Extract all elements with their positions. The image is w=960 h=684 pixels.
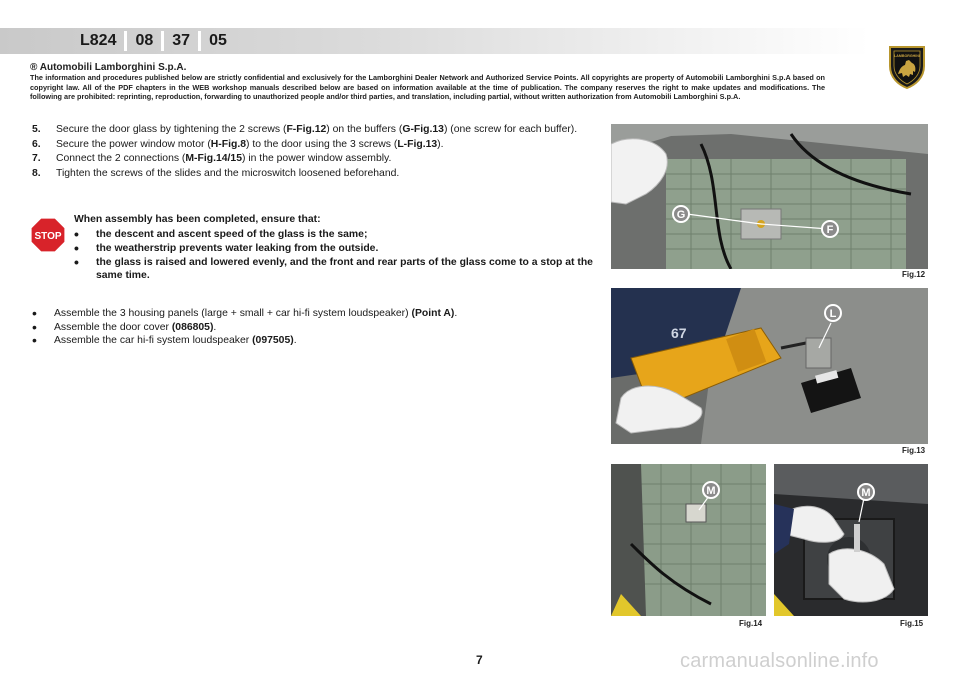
step-text: Secure the power window motor (H-Fig.8) to the door using the 3 screws (L-Fig.13). xyxy=(56,138,444,150)
checklist-item: • the glass is raised and lowered evenly, and the front and rear parts of the glass come to a stop at the same time. xyxy=(74,253,593,282)
step-text: Connect the 2 connections (M-Fig.14/15) in the power window assembly. xyxy=(56,153,392,165)
fig13-label: Fig.13 xyxy=(902,446,926,455)
bullet-icon: • xyxy=(32,305,37,321)
fig14-label: Fig.14 xyxy=(739,619,763,628)
stop-checklist xyxy=(74,228,602,283)
assembly-list xyxy=(32,307,592,348)
svg-text:M: M xyxy=(861,487,871,499)
stop-sign-icon xyxy=(30,217,66,253)
step-text: Secure the door glass by tightening the 2 screws (F-Fig.12) on the buffers (G-Fig.13) (one screw for each buffer). xyxy=(56,124,578,135)
step-item xyxy=(32,123,600,138)
svg-text:M: M xyxy=(706,485,716,497)
document-codes xyxy=(72,31,235,51)
lamborghini-logo xyxy=(887,44,927,90)
fig12-photo xyxy=(611,124,928,269)
bullet-icon: • xyxy=(74,253,79,270)
code-group: 08 xyxy=(135,32,154,49)
company-name: ® Automobili Lamborghini S.p.A. xyxy=(30,62,187,73)
list-item: • Assemble the door cover (086805). xyxy=(32,318,217,335)
callout-f xyxy=(822,221,838,237)
bullet-icon: • xyxy=(74,239,79,256)
stop-warning-title: When assembly has been completed, ensure that: xyxy=(74,214,321,225)
svg-text:L: L xyxy=(829,308,837,320)
fig13-photo xyxy=(611,288,928,444)
step-number: 8. xyxy=(32,167,41,179)
svg-text:67: 67 xyxy=(671,325,687,341)
step-item xyxy=(32,167,600,182)
code-section: 05 xyxy=(209,32,227,49)
step-number: 6. xyxy=(32,138,41,150)
callout-l xyxy=(825,305,841,321)
watermark: carmanualsonline.info xyxy=(680,650,879,672)
fig15-label: Fig.15 xyxy=(900,619,924,628)
step-number: 5. xyxy=(32,124,41,135)
code-subgroup: 37 xyxy=(172,32,191,49)
page-number: 7 xyxy=(476,653,483,667)
step-item xyxy=(32,138,600,153)
bullet-icon: • xyxy=(74,226,79,242)
svg-text:G: G xyxy=(676,209,686,221)
code-model: L824 xyxy=(80,32,117,49)
callout-m-fig15 xyxy=(858,484,874,500)
step-text: Tighten the screws of the slides and the microswitch loosened beforehand. xyxy=(56,167,400,179)
copyright-disclaimer: The information and procedures published below are strictly confidential and exclusively for the Lamborghini Dealer Network and Authorized Service Points. All copyrights are property of Automobili Lamborghini S.p.A based on copyright law. All of the PDF chapters in the WEB workshop manuals described below are based on information available at the time of publication. The company reserves the right to make updates and modifications. The following are prohibited: reprinting, reproduction, forwarding to unauthorized people and/or third parties, and translation, including partial, without written authorization from Automobili Lamborghini S.p.A. xyxy=(30,73,825,102)
callout-g xyxy=(673,206,689,222)
svg-text:STOP: STOP xyxy=(34,231,62,242)
step-number: 7. xyxy=(32,153,41,165)
list-item: • Assemble the car hi-fi system loudspeaker (097505). xyxy=(32,332,297,349)
procedure-steps xyxy=(32,123,600,181)
list-item: • Assemble the 3 housing panels (large + small + car hi-fi system loudspeaker) (Point A). xyxy=(32,305,458,321)
step-item xyxy=(32,152,600,167)
svg-text:F: F xyxy=(826,224,834,236)
bullet-icon: • xyxy=(32,332,37,349)
bullet-icon: • xyxy=(32,318,37,335)
checklist-item: • the weatherstrip prevents water leaking from the outside. xyxy=(74,239,379,256)
fig12-label: Fig.12 xyxy=(902,270,926,279)
svg-text:LAMBORGHINI: LAMBORGHINI xyxy=(894,54,920,58)
fig14-photo xyxy=(611,464,766,616)
fig15-photo xyxy=(774,464,928,616)
checklist-item: • the descent and ascent speed of the glass is the same; xyxy=(74,226,368,242)
callout-m-fig14 xyxy=(703,482,719,498)
